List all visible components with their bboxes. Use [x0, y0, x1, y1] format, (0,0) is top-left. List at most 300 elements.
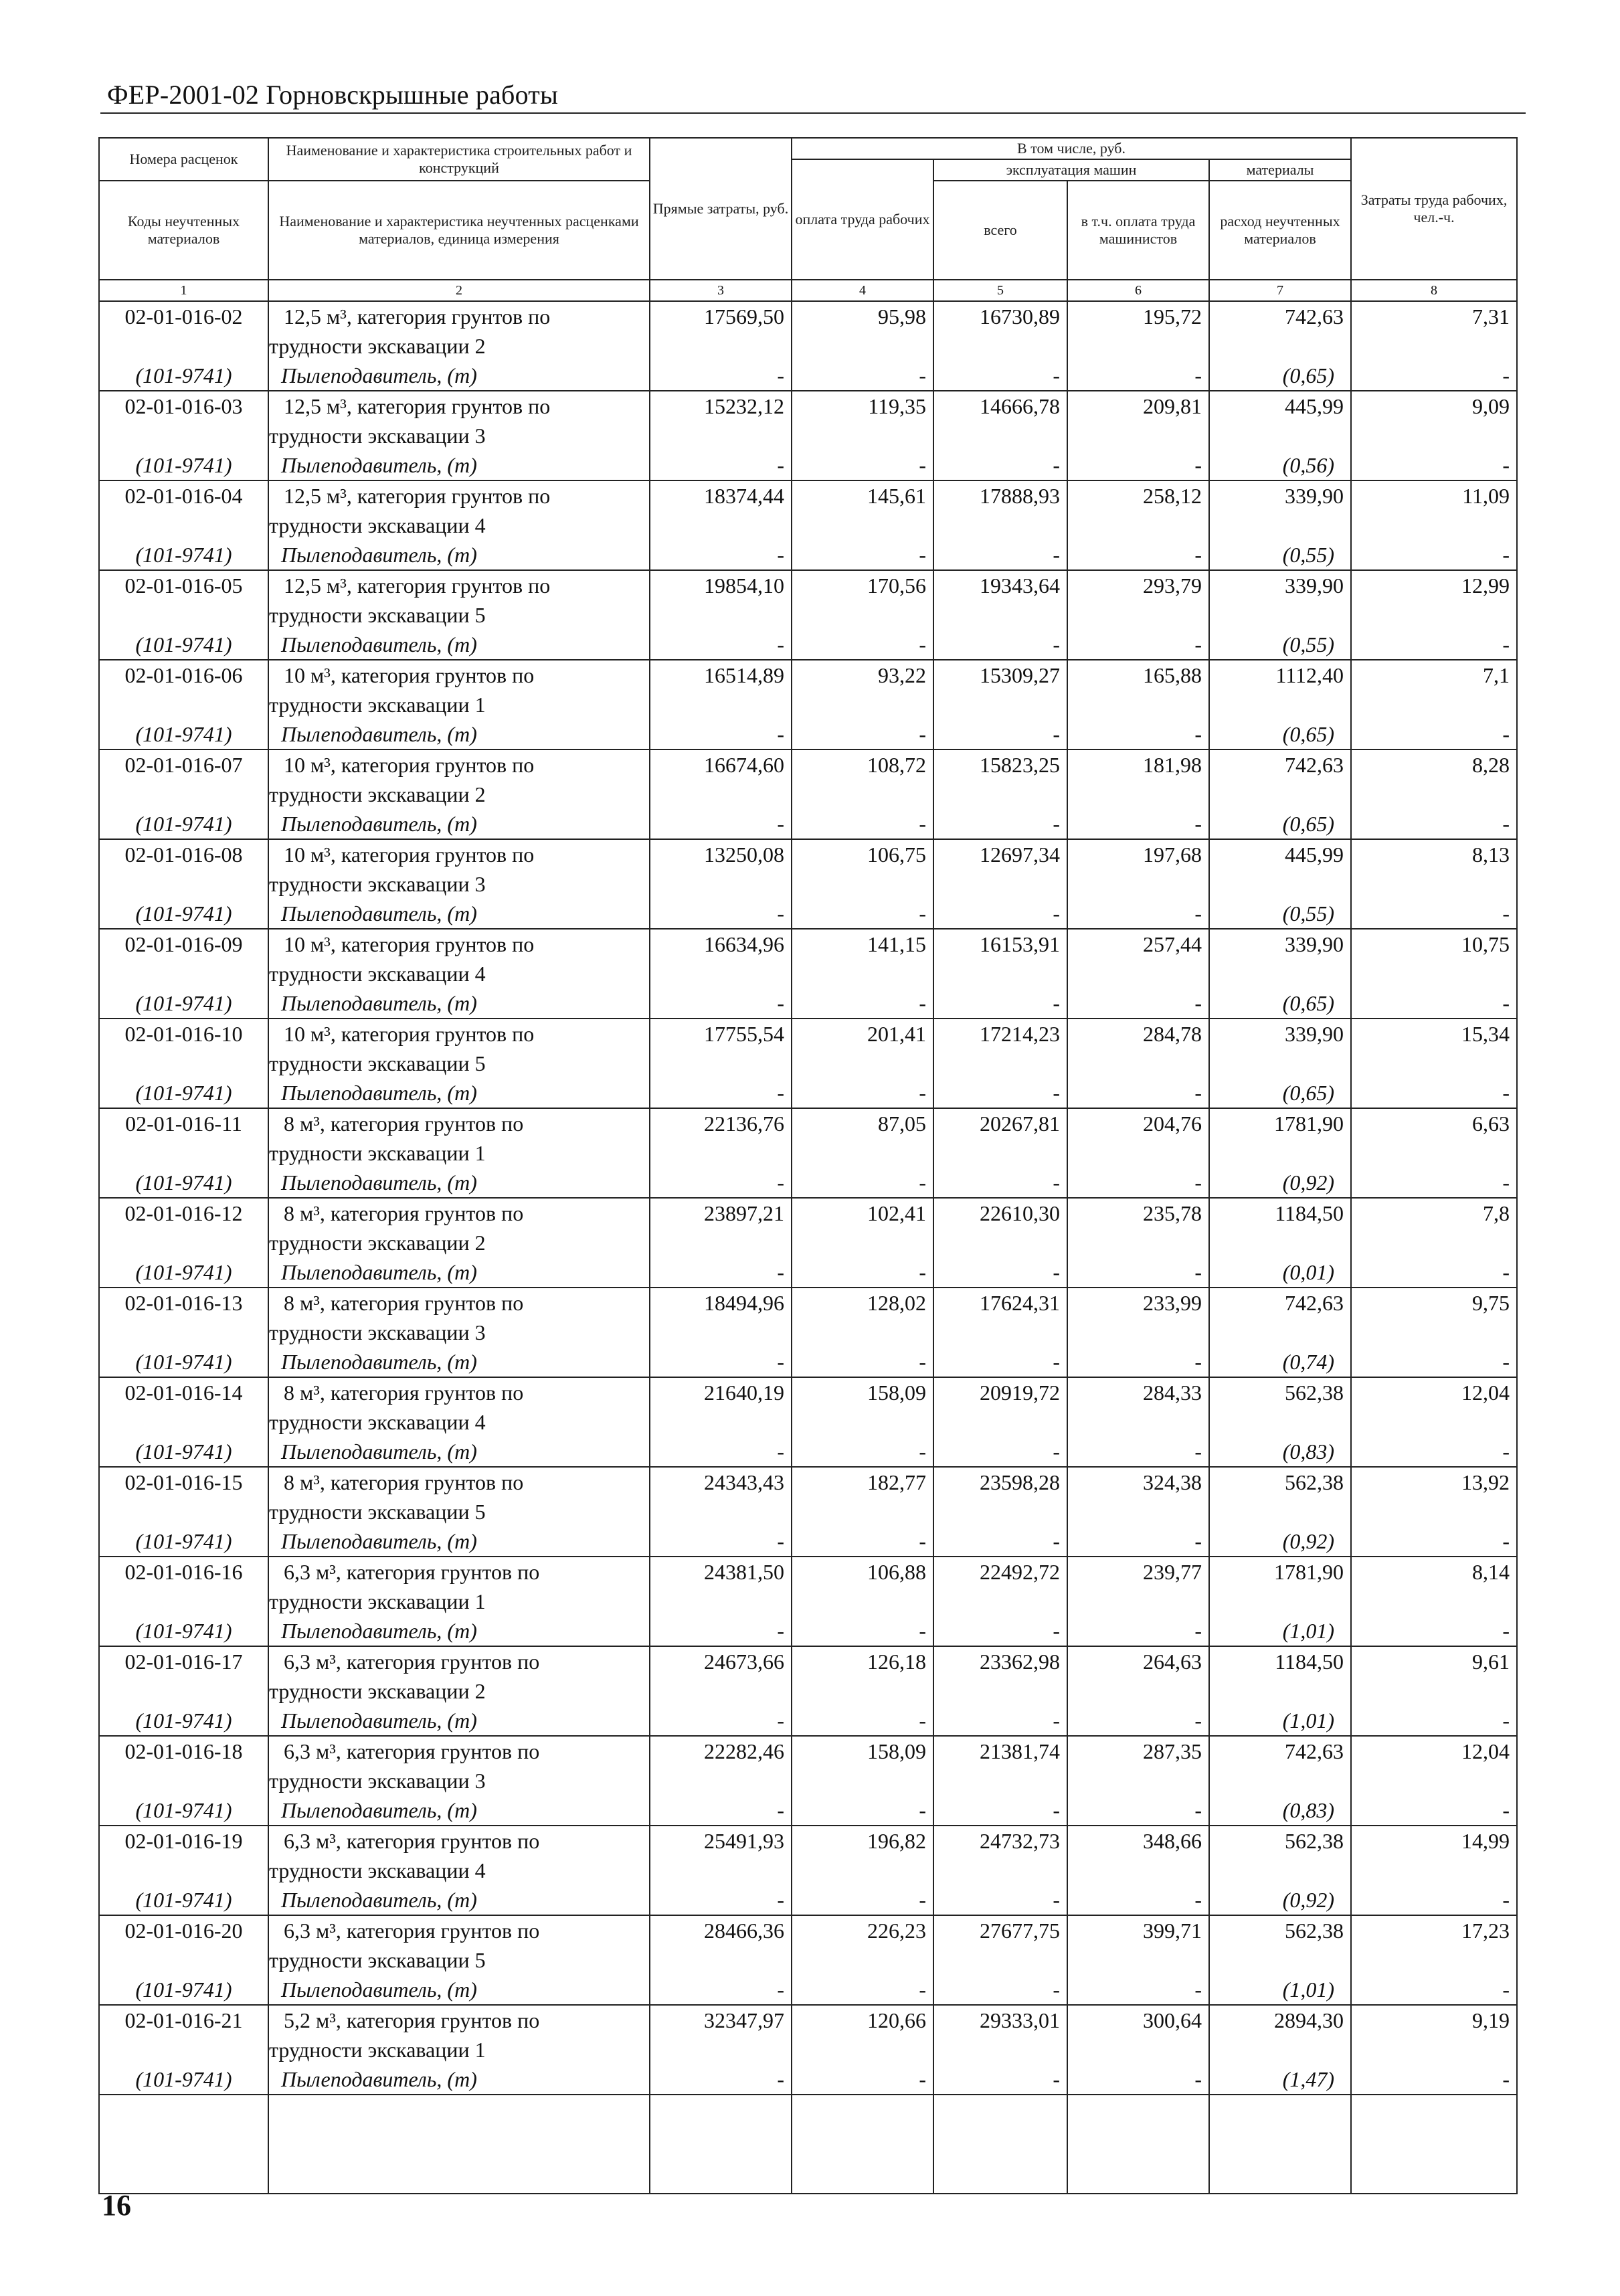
- dash: -: [919, 1350, 926, 1374]
- materials-cost: 445,99: [1285, 394, 1344, 418]
- code-cell: [99, 1288, 268, 1377]
- direct-cost: 19854,10: [704, 573, 784, 598]
- spacer: [100, 1587, 268, 1616]
- code-cell: [99, 1467, 268, 1557]
- spacer: [1210, 2035, 1344, 2064]
- materials-cell: [1209, 1108, 1351, 1198]
- spacer: [100, 2035, 268, 2064]
- spacer: [792, 1587, 926, 1616]
- spacer: [1210, 780, 1344, 809]
- dash: -: [1194, 1439, 1202, 1464]
- machines-total-cell: [933, 301, 1067, 391]
- spacer: [792, 421, 926, 450]
- spacer: [792, 2035, 926, 2064]
- material-name: Пылеподавитель, (т): [281, 363, 477, 387]
- spacer: [1068, 1676, 1202, 1706]
- labor-hours: 7,31: [1472, 304, 1510, 329]
- materials-cell: [1209, 1198, 1351, 1288]
- work-size: 12,5 м³, категория грунтов по: [284, 484, 551, 508]
- material-quantity: (0,65): [1282, 1081, 1335, 1105]
- driver-pay: 293,79: [1143, 573, 1202, 598]
- worker-pay-cell: [792, 660, 933, 749]
- dash: -: [919, 901, 926, 925]
- spacer: [1068, 511, 1202, 540]
- labor-hours-cell: [1351, 1108, 1517, 1198]
- material-quantity: (0,01): [1282, 1260, 1335, 1284]
- direct-cost: 16634,96: [704, 932, 784, 956]
- direct-cost-cell: [650, 480, 792, 570]
- machines-total-cell: [933, 839, 1067, 929]
- worker-pay: 106,75: [867, 843, 926, 867]
- spacer: [1352, 1407, 1510, 1437]
- machines-total-cell: [933, 1108, 1067, 1198]
- dash: -: [1502, 1708, 1510, 1733]
- driver-pay-cell: [1067, 301, 1209, 391]
- direct-cost: 24381,50: [704, 1560, 784, 1584]
- spacer: [1068, 331, 1202, 361]
- driver-pay-cell: [1067, 1198, 1209, 1288]
- labor-hours-cell: [1351, 1557, 1517, 1646]
- dash: -: [919, 991, 926, 1015]
- material-name: Пылеподавитель, (т): [281, 632, 477, 656]
- driver-pay: 324,38: [1143, 1470, 1202, 1494]
- header-including: В том числе, руб.: [792, 138, 1351, 159]
- direct-cost: 16514,89: [704, 663, 784, 687]
- spacer: [1352, 959, 1510, 988]
- driver-pay-cell: [1067, 1915, 1209, 2005]
- machines-total: 27677,75: [980, 1919, 1060, 1943]
- spacer: [1352, 331, 1510, 361]
- work-size: 6,3 м³, категория грунтов по: [284, 1919, 540, 1943]
- rate-code: 02-01-016-20: [124, 1919, 243, 1943]
- spacer: [1210, 1676, 1344, 1706]
- dash: -: [1194, 1888, 1202, 1912]
- materials-cost: 2894,30: [1274, 2008, 1344, 2032]
- spacer: [1352, 869, 1510, 899]
- dash: -: [1194, 2067, 1202, 2091]
- spacer: [934, 421, 1060, 450]
- spacer: [1352, 600, 1510, 630]
- materials-cell: [1209, 1467, 1351, 1557]
- dash: -: [1194, 722, 1202, 746]
- direct-cost-cell: [650, 1108, 792, 1198]
- direct-cost-cell: [650, 570, 792, 660]
- column-number: 4: [792, 280, 933, 301]
- direct-cost-cell: [650, 391, 792, 480]
- dash: -: [1053, 812, 1060, 836]
- header-machine-operation: эксплуатация машин: [933, 159, 1209, 181]
- work-size: 8 м³, категория грунтов по: [284, 1112, 524, 1136]
- code-cell: [99, 570, 268, 660]
- machines-total: 17888,93: [980, 484, 1060, 508]
- direct-cost-cell: [650, 1019, 792, 1108]
- soil-category: трудности экскавации 2: [269, 334, 486, 358]
- dash: -: [1502, 2067, 1510, 2091]
- description-cell: [268, 2005, 650, 2095]
- direct-cost: 23897,21: [704, 1201, 784, 1225]
- rate-code: 02-01-016-10: [124, 1022, 243, 1046]
- dash: -: [1194, 453, 1202, 477]
- table-row: [99, 1557, 1517, 1646]
- work-size: 6,3 м³, категория грунтов по: [284, 1560, 540, 1584]
- materials-cell: [1209, 839, 1351, 929]
- materials-cost: 1184,50: [1275, 1201, 1344, 1225]
- materials-cost: 1184,50: [1275, 1650, 1344, 1674]
- description-cell: [268, 1826, 650, 1915]
- spacer: [1068, 1945, 1202, 1975]
- driver-pay: 300,64: [1143, 2008, 1202, 2032]
- dash: -: [1194, 1977, 1202, 2002]
- worker-pay: 128,02: [867, 1291, 926, 1315]
- material-name: Пылеподавитель, (т): [281, 1439, 477, 1464]
- material-quantity: (0,55): [1282, 632, 1335, 656]
- empty-cell: [1209, 2095, 1351, 2194]
- code-cell: [99, 1826, 268, 1915]
- materials-cell: [1209, 2005, 1351, 2095]
- dash: -: [777, 1977, 784, 2002]
- direct-cost-cell: [650, 839, 792, 929]
- rate-code: 02-01-016-21: [124, 2008, 243, 2032]
- empty-row: [99, 2095, 1517, 2194]
- spacer: [650, 1138, 784, 1168]
- code-cell: [99, 2005, 268, 2095]
- material-code: (101-9741): [135, 1977, 232, 2002]
- dash: -: [1194, 812, 1202, 836]
- spacer: [934, 690, 1060, 719]
- soil-category: трудности экскавации 4: [269, 962, 486, 986]
- dash: -: [1502, 1081, 1510, 1105]
- code-cell: [99, 1736, 268, 1826]
- driver-pay-cell: [1067, 1826, 1209, 1915]
- labor-hours-cell: [1351, 839, 1517, 929]
- dash: -: [777, 1260, 784, 1284]
- spacer: [650, 1049, 784, 1078]
- spacer: [934, 331, 1060, 361]
- dash: -: [1502, 1798, 1510, 1822]
- spacer: [934, 1138, 1060, 1168]
- labor-hours: 9,61: [1472, 1650, 1510, 1674]
- material-code: (101-9741): [135, 901, 232, 925]
- machines-total: 16730,89: [980, 304, 1060, 329]
- page-title: ФЕР-2001-02 Горновскрышные работы: [107, 80, 559, 110]
- soil-category: трудности экскавации 4: [269, 1858, 486, 1882]
- machines-total: 14666,78: [980, 394, 1060, 418]
- spacer: [792, 1138, 926, 1168]
- machines-total-cell: [933, 1019, 1067, 1108]
- spacer: [1210, 1856, 1344, 1885]
- materials-cost: 742,63: [1285, 1291, 1344, 1315]
- driver-pay-cell: [1067, 1736, 1209, 1826]
- labor-hours: 12,04: [1461, 1739, 1510, 1763]
- material-name: Пылеподавитель, (т): [281, 1708, 477, 1733]
- spacer: [650, 780, 784, 809]
- labor-hours: 9,09: [1472, 394, 1510, 418]
- materials-cost: 339,90: [1285, 573, 1344, 598]
- worker-pay: 170,56: [867, 573, 926, 598]
- materials-cell: [1209, 1915, 1351, 2005]
- spacer: [650, 511, 784, 540]
- rate-code: 02-01-016-18: [124, 1739, 243, 1763]
- machines-total-cell: [933, 1288, 1067, 1377]
- direct-cost-cell: [650, 2005, 792, 2095]
- direct-cost-cell: [650, 1557, 792, 1646]
- spacer: [792, 1856, 926, 1885]
- dash: -: [777, 1888, 784, 1912]
- driver-pay: 264,63: [1143, 1650, 1202, 1674]
- machines-total: 19343,64: [980, 573, 1060, 598]
- dash: -: [1502, 1439, 1510, 1464]
- material-code: (101-9741): [135, 1170, 232, 1195]
- header-direct-costs: Прямые затраты, руб.: [650, 138, 792, 280]
- worker-pay: 95,98: [878, 304, 926, 329]
- direct-cost-cell: [650, 301, 792, 391]
- worker-pay-cell: [792, 1377, 933, 1467]
- dash: -: [919, 1888, 926, 1912]
- worker-pay: 108,72: [867, 753, 926, 777]
- material-code: (101-9741): [135, 632, 232, 656]
- spacer: [100, 1228, 268, 1257]
- material-quantity: (1,01): [1282, 1708, 1335, 1733]
- machines-total-cell: [933, 480, 1067, 570]
- spacer: [1210, 421, 1344, 450]
- machines-total: 17624,31: [980, 1291, 1060, 1315]
- table-row: [99, 1108, 1517, 1198]
- direct-cost: 21640,19: [704, 1381, 784, 1405]
- machines-total: 15823,25: [980, 753, 1060, 777]
- labor-hours: 13,92: [1461, 1470, 1510, 1494]
- direct-cost-cell: [650, 749, 792, 839]
- machines-total-cell: [933, 1736, 1067, 1826]
- spacer: [1210, 511, 1344, 540]
- spacer: [1210, 1497, 1344, 1526]
- dash: -: [919, 722, 926, 746]
- spacer: [1068, 869, 1202, 899]
- table-row: [99, 749, 1517, 839]
- driver-pay-cell: [1067, 839, 1209, 929]
- rate-code: 02-01-016-07: [124, 753, 243, 777]
- table-row: [99, 391, 1517, 480]
- spacer: [650, 421, 784, 450]
- header-material-names: Наименование и характеристика неучтенных расценками материалов, единица измерения: [268, 181, 650, 280]
- labor-hours-cell: [1351, 660, 1517, 749]
- spacer: [1352, 690, 1510, 719]
- material-code: (101-9741): [135, 363, 232, 387]
- column-number: 7: [1209, 280, 1351, 301]
- header-driver-pay: в т.ч. оплата труда машинистов: [1067, 181, 1209, 280]
- driver-pay: 287,35: [1143, 1739, 1202, 1763]
- dash: -: [919, 453, 926, 477]
- worker-pay-cell: [792, 2005, 933, 2095]
- description-cell: [268, 391, 650, 480]
- material-code: (101-9741): [135, 812, 232, 836]
- material-name: Пылеподавитель, (т): [281, 453, 477, 477]
- dash: -: [777, 1439, 784, 1464]
- material-quantity: (1,47): [1282, 2067, 1335, 2091]
- code-cell: [99, 480, 268, 570]
- spacer: [1210, 1138, 1344, 1168]
- worker-pay-cell: [792, 749, 933, 839]
- materials-cost: 742,63: [1285, 1739, 1344, 1763]
- dash: -: [1053, 363, 1060, 387]
- spacer: [934, 1945, 1060, 1975]
- soil-category: трудности экскавации 1: [269, 693, 486, 717]
- machines-total: 23598,28: [980, 1470, 1060, 1494]
- table-row: [99, 1467, 1517, 1557]
- dash: -: [1053, 453, 1060, 477]
- labor-hours-cell: [1351, 1467, 1517, 1557]
- direct-cost: 18494,96: [704, 1291, 784, 1315]
- rate-code: 02-01-016-02: [124, 304, 243, 329]
- spacer: [650, 1407, 784, 1437]
- driver-pay: 284,33: [1143, 1381, 1202, 1405]
- spacer: [100, 780, 268, 809]
- description-cell: [268, 929, 650, 1019]
- dash: -: [1502, 812, 1510, 836]
- machines-total-cell: [933, 570, 1067, 660]
- rate-code: 02-01-016-16: [124, 1560, 243, 1584]
- spacer: [650, 1856, 784, 1885]
- header-rate-numbers: Номера расценок: [99, 138, 268, 181]
- spacer: [100, 1766, 268, 1795]
- direct-cost-cell: [650, 1736, 792, 1826]
- soil-category: трудности экскавации 5: [269, 1948, 486, 1972]
- rate-code: 02-01-016-11: [125, 1112, 242, 1136]
- dash: -: [1502, 991, 1510, 1015]
- spacer: [934, 2035, 1060, 2064]
- spacer: [100, 1676, 268, 1706]
- spacer: [1210, 1228, 1344, 1257]
- spacer: [650, 1945, 784, 1975]
- dash: -: [1053, 1350, 1060, 1374]
- work-size: 12,5 м³, категория грунтов по: [284, 573, 551, 598]
- empty-cell: [268, 2095, 650, 2194]
- labor-hours-cell: [1351, 1198, 1517, 1288]
- description-cell: [268, 839, 650, 929]
- dash: -: [777, 1350, 784, 1374]
- work-size: 10 м³, категория грунтов по: [284, 663, 535, 687]
- worker-pay-cell: [792, 1467, 933, 1557]
- material-code: (101-9741): [135, 1260, 232, 1284]
- spacer: [1352, 1856, 1510, 1885]
- table-row: [99, 2005, 1517, 2095]
- table-row: [99, 480, 1517, 570]
- dash: -: [1502, 1350, 1510, 1374]
- soil-category: трудности экскавации 3: [269, 1320, 486, 1344]
- table-row: [99, 929, 1517, 1019]
- description-cell: [268, 1198, 650, 1288]
- spacer: [1210, 1945, 1344, 1975]
- dash: -: [919, 1619, 926, 1643]
- driver-pay: 399,71: [1143, 1919, 1202, 1943]
- worker-pay: 87,05: [878, 1112, 926, 1136]
- direct-cost-cell: [650, 1826, 792, 1915]
- dash: -: [1053, 722, 1060, 746]
- driver-pay: 209,81: [1143, 394, 1202, 418]
- code-cell: [99, 1915, 268, 2005]
- driver-pay-cell: [1067, 1557, 1209, 1646]
- description-cell: [268, 480, 650, 570]
- materials-cost: 742,63: [1285, 753, 1344, 777]
- materials-cell: [1209, 1826, 1351, 1915]
- column-number: 6: [1067, 280, 1209, 301]
- soil-category: трудности экскавации 1: [269, 1141, 486, 1165]
- dash: -: [777, 901, 784, 925]
- dash: -: [1502, 1619, 1510, 1643]
- soil-category: трудности экскавации 3: [269, 424, 486, 448]
- table-row: [99, 1646, 1517, 1736]
- code-cell: [99, 1377, 268, 1467]
- spacer: [934, 1856, 1060, 1885]
- table-row: [99, 1198, 1517, 1288]
- driver-pay-cell: [1067, 929, 1209, 1019]
- direct-cost: 24673,66: [704, 1650, 784, 1674]
- direct-cost: 22282,46: [704, 1739, 784, 1763]
- dash: -: [919, 1977, 926, 2002]
- description-cell: [268, 301, 650, 391]
- materials-cell: [1209, 301, 1351, 391]
- driver-pay: 204,76: [1143, 1112, 1202, 1136]
- soil-category: трудности экскавации 2: [269, 1231, 486, 1255]
- material-quantity: (0,65): [1282, 812, 1335, 836]
- description-cell: [268, 1646, 650, 1736]
- spacer: [1352, 421, 1510, 450]
- spacer: [792, 959, 926, 988]
- spacer: [792, 690, 926, 719]
- direct-cost: 16674,60: [704, 753, 784, 777]
- material-code: (101-9741): [135, 453, 232, 477]
- labor-hours: 8,28: [1472, 753, 1510, 777]
- dash: -: [919, 1439, 926, 1464]
- table-row: [99, 1826, 1517, 1915]
- table-row: [99, 1736, 1517, 1826]
- spacer: [1210, 959, 1344, 988]
- materials-cost: 445,99: [1285, 843, 1344, 867]
- dash: -: [1053, 1888, 1060, 1912]
- dash: -: [1053, 1529, 1060, 1553]
- materials-cost: 562,38: [1285, 1919, 1344, 1943]
- driver-pay-cell: [1067, 391, 1209, 480]
- machines-total: 21381,74: [980, 1739, 1060, 1763]
- code-cell: [99, 1108, 268, 1198]
- soil-category: трудности экскавации 5: [269, 1500, 486, 1524]
- spacer: [1352, 1587, 1510, 1616]
- driver-pay: 181,98: [1143, 753, 1202, 777]
- labor-hours: 8,14: [1472, 1560, 1510, 1584]
- soil-category: трудности экскавации 4: [269, 1410, 486, 1434]
- material-name: Пылеподавитель, (т): [281, 2067, 477, 2091]
- dash: -: [1053, 991, 1060, 1015]
- dash: -: [1502, 1260, 1510, 1284]
- dash: -: [1194, 543, 1202, 567]
- spacer: [792, 1318, 926, 1347]
- worker-pay-cell: [792, 1557, 933, 1646]
- dash: -: [777, 363, 784, 387]
- worker-pay: 106,88: [867, 1560, 926, 1584]
- machines-total: 17214,23: [980, 1022, 1060, 1046]
- spacer: [1210, 690, 1344, 719]
- dash: -: [777, 722, 784, 746]
- material-code: (101-9741): [135, 1708, 232, 1733]
- spacer: [650, 1228, 784, 1257]
- labor-hours-cell: [1351, 391, 1517, 480]
- worker-pay-cell: [792, 839, 933, 929]
- direct-cost-cell: [650, 660, 792, 749]
- work-size: 10 м³, категория грунтов по: [284, 753, 535, 777]
- driver-pay-cell: [1067, 2005, 1209, 2095]
- spacer: [792, 869, 926, 899]
- dash: -: [1194, 1081, 1202, 1105]
- spacer: [934, 600, 1060, 630]
